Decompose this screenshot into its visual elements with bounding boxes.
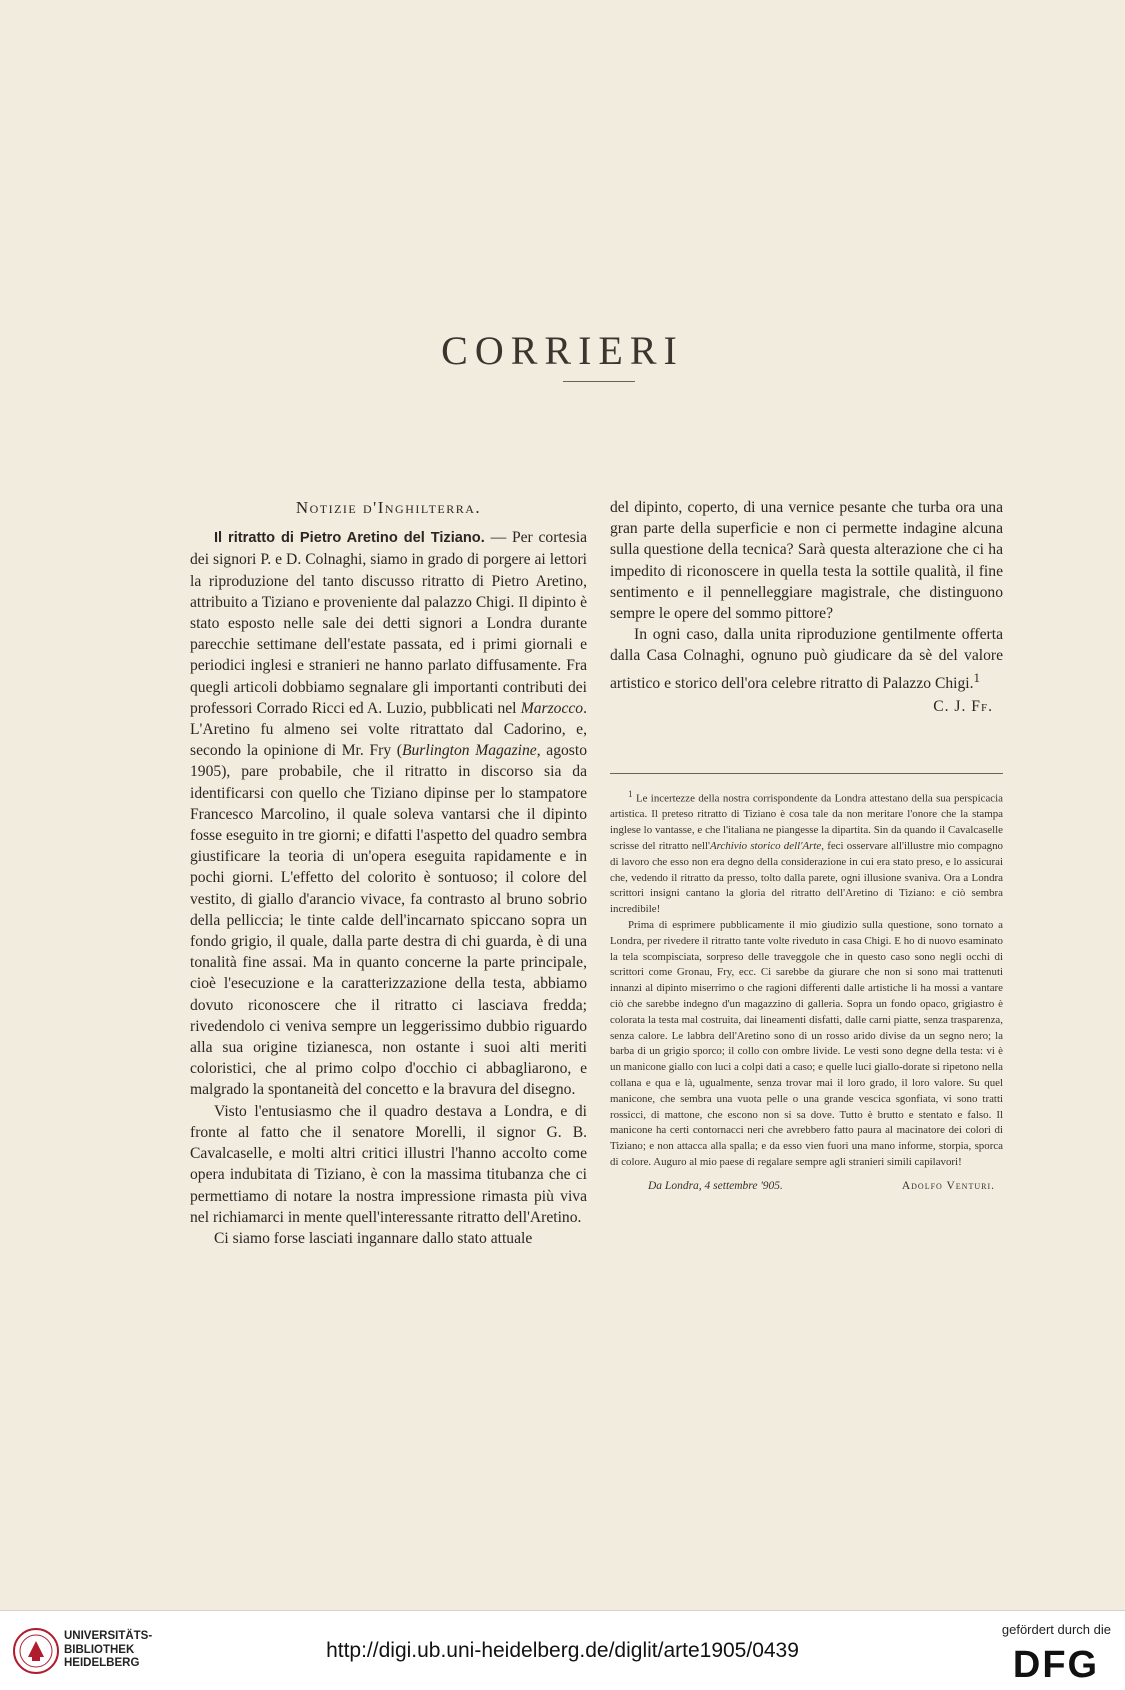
- right-column: [610, 497, 1003, 717]
- footnote-divider: [610, 773, 1003, 774]
- footnote-signoff: [610, 1179, 1003, 1195]
- page-title: CORRIERI: [441, 327, 684, 373]
- article-paragraph-2: Visto l'entusiasmo che il quadro destava a Londra, e di fronte al fatto che il senatore Morelli, il signor G. B. Cavalcaselle, e molti altri critici illustri l'hanno accolto come opera indubitata di Tiziano, è con la massima titubanza che ci permettiamo di notare la nostra impressione rimasta più viva nel richiamarci in mente quell'interessante ritratto dell'Aretino.: [190, 1102, 587, 1226]
- footnote-marker: 1: [973, 669, 980, 685]
- footnote-paragraph-1: $^1$ Le incertezze della nostra corrispondente da Londra attestano della sua perspicacia artistica. Il preteso ritratto di Tiziano è cosa tale da non meritare l'onore che la stampa inglese lo vantasse, e che l'italiana ne piangesse la dipartita. Sin da quando il Cavalcaselle scrisse del ritratto nell'Archivio storico dell'Arte, feci osservare all'illustre mio compagno di lavoro che esso non era degno della considerazione in cui era stato preso, e lo assicurai che, vedendo il ritratto da presso, tolto dalla parete, ogni illusione svaniva. Ora a Londra scrittori insigni cantano la gloria del ritratto dell'Aretino di Tiziano: e ciò sembra incredibile!: [610, 789, 1003, 916]
- article-lead-title: Il ritratto di Pietro Aretino del Tiziano.: [214, 530, 485, 547]
- dfg-wordmark: DFG: [1012, 1644, 1100, 1683]
- permalink-url[interactable]: http://digi.ub.uni-heidelberg.de/diglit/arte1905/0439: [326, 1639, 799, 1662]
- article-paragraph-1: Il ritratto di Pietro Aretino del Tiziano. — Per cortesia dei signori P. e D. Colnaghi, siamo in grado di porgere ai lettori la riproduzione del tanto discusso ritratto di Pietro Aretino, attribuito a Tiziano e proveniente dal palazzo Chigi. Il dipinto è stato esposto nelle sale dei detti signori a Londra durante parecchie settimane dell'estate passata, ed i primi giornali e periodici inglesi e stranieri ne hanno parlato diffusamente. Fra quegli articoli dobbiamo segnalare gli importanti contributi dei professori Corrado Ricci ed A. Luzio, pubblicati nel Marzocco. L'Aretino fu almeno sei volte ritrattato dal Cadorino, e, secondo la opinione di Mr. Fry (Burlington Magazine, agosto 1905), pare probabile, che il ritratto in discorso sia da identificarsi con quello che Tiziano dipinse per lo stampatore Francesco Marcolino, il quale soleva vantarsi che il dipinto fosse eseguito in tre giorni; e difatti l'aspetto del quadro sembra giustificare la teoria di un'opera eseguita rapidamente e in pochi giorni. L'effetto del colorito è sontuoso; il colore del vestito, di giallo d'arancio vivace, fa contrasto al bruno sobrio della pelliccia; le tinte calde dell'incarnato spiccano sopra un fondo grigio, il quale, dalla parte destra di chi guarda, è di una tonalità fine assai. Ma in quanto concerne la parte principale, cioè l'esecuzione e la caratterizzazione della testa, abbiamo dovuto riconoscere che il ritratto ci lasciava fredda; rivedendolo ci veniva sempre un leggerissimo dubbio riguardo alla sua origine tizianesca, non ostante i suoi alti meriti coloristici, che al primo colpo d'occhio ci abbagliarono, e malgrado la spontaneità del concetto e la bravura del disegno.: [190, 529, 588, 1099]
- footnote: [610, 787, 1003, 1195]
- section-heading: Notizie d'Inghilterra.: [295, 498, 482, 517]
- library-name: UNIVERSITÄTS- BIBLIOTHEK HEIDELBERG: [64, 1630, 153, 1669]
- journal-title-marzocco: Marzocco: [520, 699, 584, 717]
- funded-by-text: gefördert durch die: [1001, 1622, 1111, 1637]
- journal-title-archivio: Archivio storico dell'Arte: [709, 840, 822, 853]
- left-column: [190, 497, 587, 1249]
- dfg-logo-icon: [1003, 1643, 1109, 1683]
- title-divider: [563, 381, 635, 382]
- footnote-place-date: Da Londra, 4 settembre '905.: [648, 1179, 783, 1192]
- journal-title-burlington: Burlington Magazine: [401, 742, 537, 760]
- footer-bar: [0, 1610, 1125, 1690]
- signature-cj: C. J. Ff.: [933, 698, 993, 716]
- footnote-author: Adolfo Venturi.: [901, 1179, 995, 1192]
- footnote-number: 1: [628, 789, 633, 799]
- article-paragraph-5: In ogni caso, dalla unita riproduzione gentilmente offerta dalla Casa Colnaghi, ognuno può giudicare da sè del valore artistico e storico dell'ora celebre ritratto di Palazzo Chigi.$^1$: [610, 626, 1003, 692]
- footnote-paragraph-2: Prima di esprimere pubblicamente il mio giudizio sulla questione, sono tornato a Londra, per rivedere il ritratto tante volte riveduto in casa Chigi. E ho di nuovo esaminato la tela scompisciata, sorpreso delle traveggole che in questo caso sono negli occhi di scrittori come Gronau, Fry, ecc. Ci sarebbe da giurare che non si sono mai trattenuti innanzi al dipinto miserrimo o che ragioni differenti dalle artistiche li ha mossi a vantare ciò che sarebbe indegno d'un magazzino di galleria. Sopra un fondo opaco, grigiastro è colorata la testa mal costruita, dai lineamenti disfatti, dalle carni piatte, senza trasparenza, senza calore. Le labbra dell'Aretino sono di un rosso arido divise da un segno nero; la barba di un grigio sporco; il collo con ombre livide. Le vesti sono degne della testa: vi è un manicone giallo con luci a colpi dati a caso; e quelle luci giallo-dorate si ripetono nella collana e qua e là, ugualmente, senza trovar mai il loro grado, il loro valore. Su quel manicone, che sembra una vuota pelle o una grande vescica sgonfiata, vi sono tratti rossicci, di mattone, che escono non si sa dove. Tutto è brutto e stentato e falso. Il manicone ha certi contornacci neri che avrebbero fatto paura al macinatore dei colori di Tiziano; e non attacca alla spalla; e da esso vien fuori una mano informe, storpia, sporca di colore. Auguro al mio paese di regalare sempre agli stranieri simili capilavori!: [610, 919, 1003, 1168]
- article-paragraph-4: del dipinto, coperto, di una vernice pesante che turba ora una gran parte della superficie e non ci permette indagine alcuna sulla questione della tecnica? Sarà questa alterazione che ci ha impedito di riconoscere in quella testa la sottile qualità, il fine sentimento e il pennelleggiare magistrale, che distinguono sempre le opere del sommo pittore?: [610, 499, 1003, 623]
- article-paragraph-3: Ci siamo forse lasciati ingannare dallo stato attuale: [214, 1229, 533, 1247]
